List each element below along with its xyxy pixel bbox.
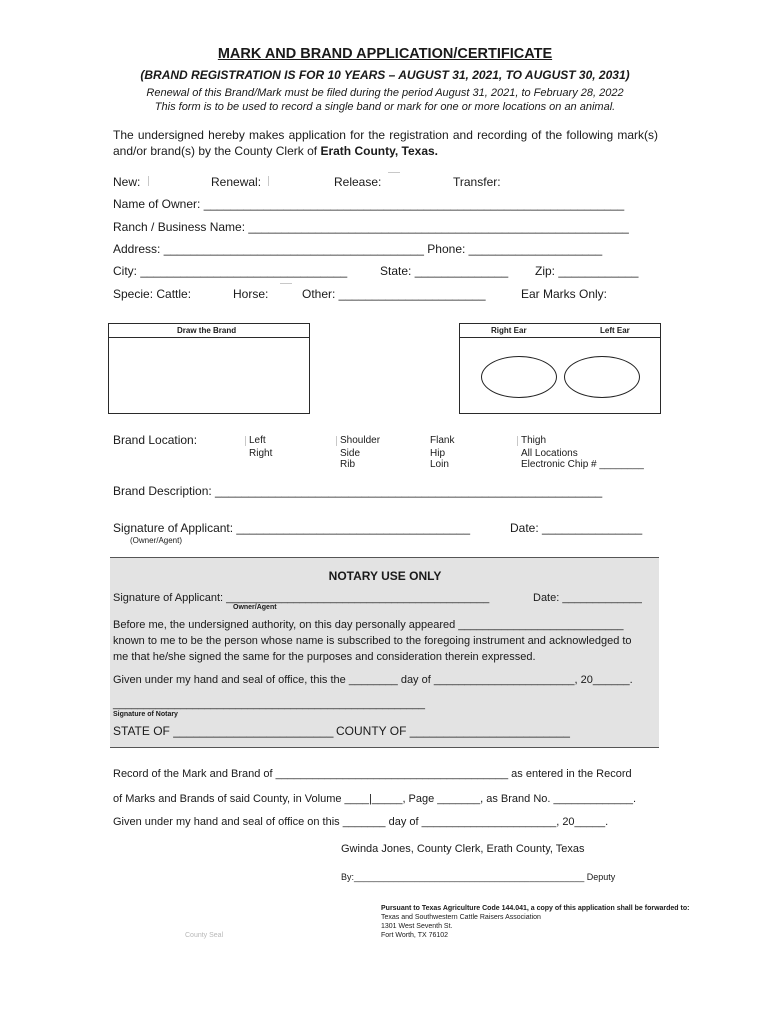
deputy-signature-field[interactable]: By:______________________________________________ Deputy: [341, 872, 616, 882]
county-seal-placeholder: County Seal: [185, 932, 224, 939]
renewal-label: Renewal:: [211, 175, 262, 189]
left-ear-label: Left Ear: [600, 326, 630, 335]
brand-description-field[interactable]: Brand Description: __________________________________________________________: [113, 484, 603, 498]
draw-brand-header: Draw the Brand: [109, 324, 309, 338]
ranch-name-field[interactable]: Ranch / Business Name: _________________________________________________________: [113, 220, 629, 234]
record-line-1[interactable]: Record of the Mark and Brand of ______________________________________ as entered in the Record: [113, 768, 632, 780]
city-field[interactable]: City: _______________________________: [113, 264, 348, 278]
notary-signature-field[interactable]: Signature of Applicant: ___________________________________________: [113, 592, 490, 604]
zip-field[interactable]: Zip: ____________: [535, 264, 639, 278]
statute-note: Pursuant to Texas Agriculture Code 144.041, a copy of this application shall be forwarded to:: [381, 905, 690, 912]
notary-known-text: known to me to be the person whose name is subscribed to the foregoing instrument and acknowledged to: [113, 635, 632, 647]
right-ear-diagram[interactable]: [481, 356, 557, 398]
left-ear-diagram[interactable]: [564, 356, 640, 398]
notary-signed-text: me that he/she signed the same for the purposes and consideration therein expressed.: [113, 651, 536, 663]
location-shoulder: Shoulder: [340, 435, 381, 446]
purpose-note: This form is to be used to record a single band or mark for one or more locations on an animal.: [154, 101, 616, 113]
association-name: Texas and Southwestern Cattle Raisers Association: [381, 914, 541, 921]
notary-signature-caption: Signature of Notary: [113, 711, 178, 718]
renewal-checkbox[interactable]: [268, 176, 273, 186]
horse-label: Horse:: [233, 287, 269, 301]
other-field[interactable]: Other: ______________________: [302, 287, 486, 301]
owner-agent-caption: (Owner/Agent): [130, 536, 183, 545]
record-line-3[interactable]: Given under my hand and seal of office on this _______ day of ______________________, 20_____.: [113, 816, 609, 828]
transfer-label: Transfer:: [453, 175, 501, 189]
owner-name-field[interactable]: Name of Owner: _______________________________________________________________: [113, 197, 625, 211]
intro-paragraph: [113, 127, 658, 159]
record-line-2[interactable]: of Marks and Brands of said County, in Volume ____|_____, Page _______, as Brand No. _____________.: [113, 793, 637, 805]
association-street: 1301 West Seventh St.: [381, 923, 453, 930]
location-right: Right: [249, 448, 273, 459]
renewal-note: Renewal of this Brand/Mark must be filed during the period August 31, 2021, to February 28, 2022: [146, 87, 624, 99]
state-field[interactable]: State: ______________: [380, 264, 509, 278]
new-label: New:: [113, 175, 141, 189]
notary-state-field[interactable]: STATE OF ________________________: [113, 724, 334, 738]
location-hip: Hip: [430, 448, 446, 459]
applicant-signature-field[interactable]: Signature of Applicant: ___________________________________: [113, 521, 470, 535]
notary-county-field[interactable]: COUNTY OF ________________________: [336, 724, 570, 738]
notary-date-field[interactable]: Date: _____________: [533, 592, 642, 604]
ear-marks-header: [460, 324, 660, 338]
notary-before-me[interactable]: Before me, the undersigned authority, on this day personally appeared ___________________________: [113, 619, 624, 631]
new-checkbox[interactable]: [148, 176, 153, 186]
association-city: Fort Worth, TX 76102: [381, 932, 449, 939]
intro-text: The undersigned hereby makes application for the registration and recording of the following mark(s) and/or brand(s) by the County Clerk of: [113, 128, 658, 158]
right-ear-label: Right Ear: [491, 326, 527, 335]
location-flank: Flank: [430, 435, 455, 446]
form-title: MARK AND BRAND APPLICATION/CERTIFICATE: [217, 46, 553, 62]
location-loin: Loin: [430, 459, 449, 470]
draw-brand-box[interactable]: [108, 323, 310, 414]
location-side: Side: [340, 448, 361, 459]
notary-heading: NOTARY USE ONLY: [328, 569, 442, 583]
release-label: Release:: [334, 175, 382, 189]
clerk-name: Gwinda Jones, County Clerk, Erath County, Texas: [341, 843, 585, 855]
address-phone-field[interactable]: Address: _______________________________________ Phone: ____________________: [113, 242, 603, 256]
brand-location-label: Brand Location:: [113, 433, 198, 447]
release-checkbox[interactable]: [388, 172, 400, 173]
specie-cattle-label: Specie: Cattle:: [113, 287, 192, 301]
location-left: Left: [249, 435, 266, 446]
electronic-chip-field[interactable]: Electronic Chip # ________: [521, 459, 644, 470]
location-all: All Locations: [521, 448, 578, 459]
horse-checkbox[interactable]: [280, 283, 292, 284]
location-rib: Rib: [340, 459, 356, 470]
ear-marks-label: Ear Marks Only:: [521, 287, 608, 301]
form-subtitle: (BRAND REGISTRATION IS FOR 10 YEARS – AUGUST 31, 2021, TO AUGUST 30, 2031): [140, 68, 630, 82]
applicant-date-field[interactable]: Date: _______________: [510, 521, 643, 535]
notary-given-field[interactable]: Given under my hand and seal of office, this the ________ day of _______________________, 20______.: [113, 674, 633, 686]
notary-signature-line[interactable]: ___________________________________________________: [113, 698, 426, 710]
notary-owner-agent-caption: Owner/Agent: [233, 604, 277, 611]
location-thigh: Thigh: [521, 435, 547, 446]
intro-county: Erath County, Texas.: [320, 144, 439, 158]
